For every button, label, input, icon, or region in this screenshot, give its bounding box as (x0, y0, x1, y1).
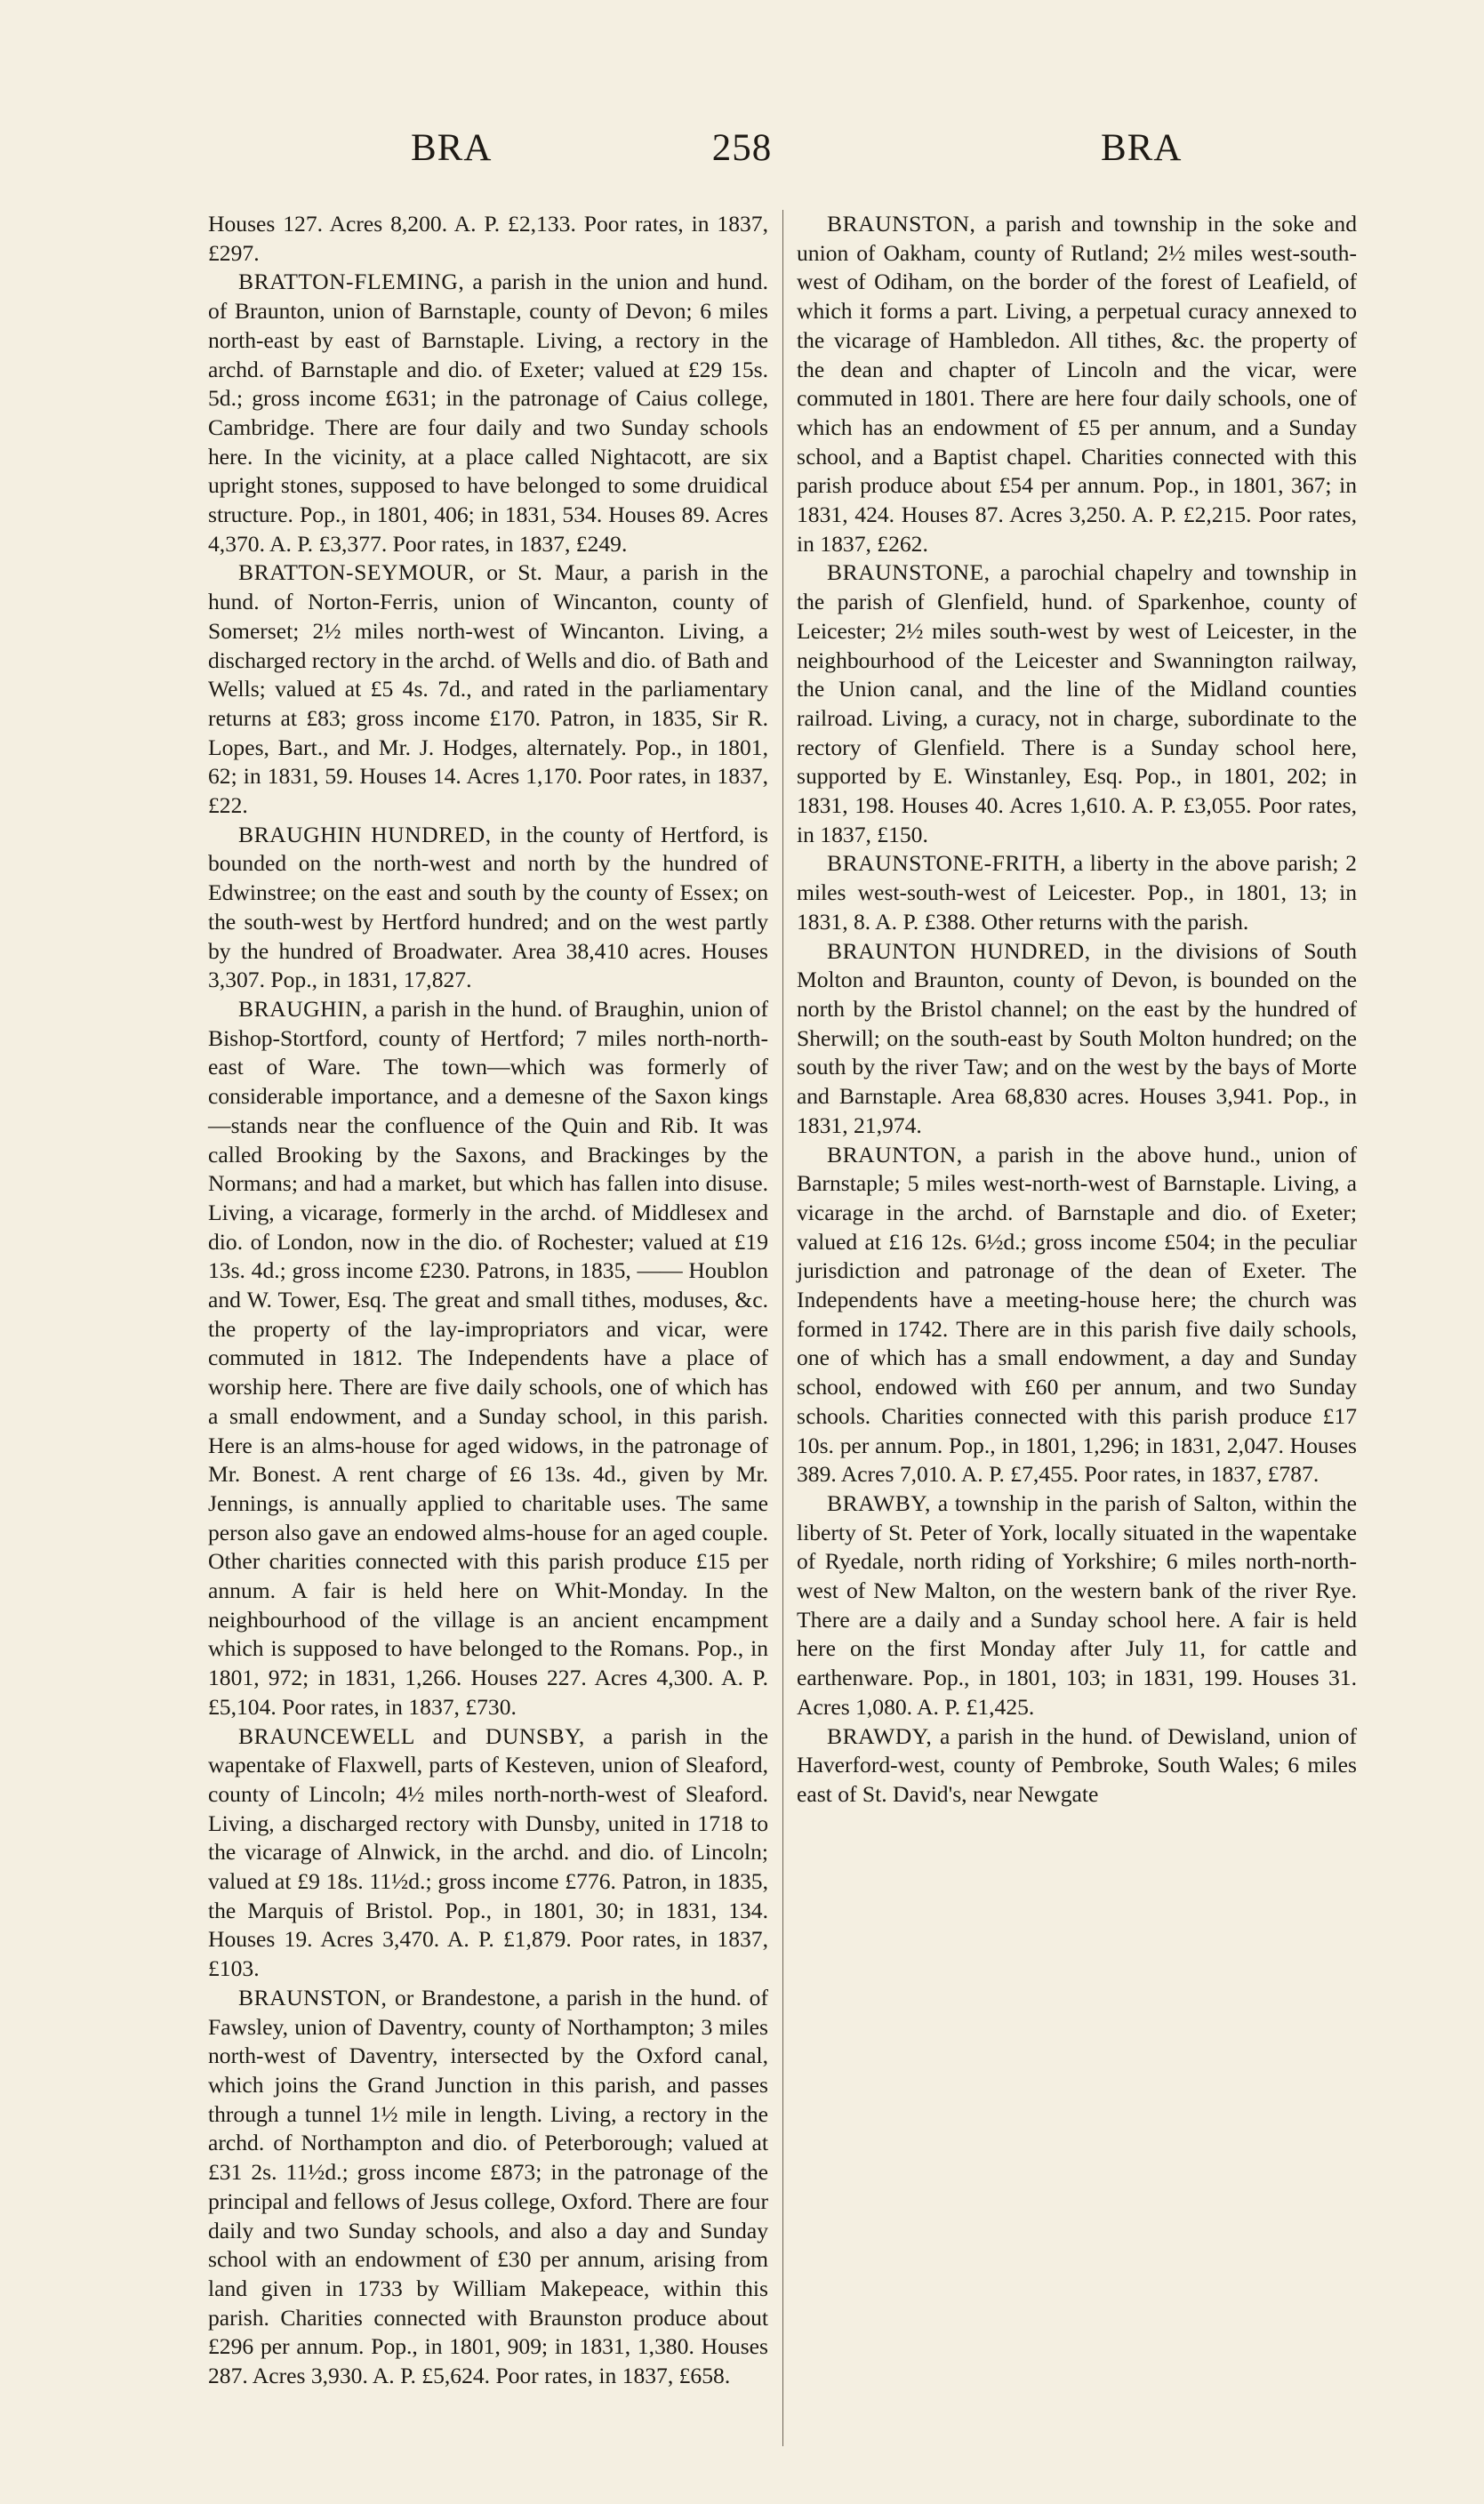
entry-headword: BRAUGHIN, (238, 995, 368, 1022)
entry-headword: BRAUNSTON, (827, 211, 976, 237)
header-left-guide-word: BRA (411, 127, 493, 169)
entry-text: a liberty in the above parish; 2 miles west-south-west of Leicester. Pop., in 1801, 13; in 1831, 8. A. P. £388. Other returns with the parish. (797, 850, 1357, 935)
entry (797, 1722, 1357, 1810)
page-number: 258 (711, 127, 773, 169)
column-divider (782, 210, 783, 2446)
entry-headword: BRAUNTON, (827, 1141, 963, 1168)
right-column (797, 210, 1357, 1810)
entry (208, 268, 768, 558)
entry-text: a parish in the hund. of Braughin, union of Bishop-Stortford, county of Hertford; 7 miles north-north-east of Ware. The town—which was formerly of considerable importance, and a demesne of the Saxon kings—stands near the confluence of the Quin and Rib. It was called Brooking by the Saxons, and Brackinges by the Normans; and had a market, but which has fallen into disuse. Living, a vicarage, formerly in the archd. of Middlesex and dio. of London, now in the dio. of Rochester; valued at £19 13s. 4d.; gross income £230. Patrons, in 1835, —— Houblon and W. Tower, Esq. The great and small tithes, moduses, &c. the property of the lay-impropriators and vicar, were commuted in 1812. The Independents have a place of worship here. There are five daily schools, one of which has a small endowment, and a Sunday school, in this parish. Here is an alms-house for aged widows, in the patronage of Mr. Bonest. A rent charge of £6 13s. 4d., given by Mr. Jennings, is annually applied to charitable uses. The same person also gave an endowed alms-house for an aged couple. Other charities connected with this parish produce £15 per annum. A fair is held here on Whit-Monday. In the neighbourhood of the village is an ancient encampment which is supposed to have belonged to the Romans. Pop., in 1801, 972; in 1831, 1,266. Houses 227. Acres 4,300. A. P. £5,104. Poor rates, in 1837, £730. (208, 995, 768, 1720)
running-header (0, 126, 1484, 180)
entry-headword: BRAUNSTON, (238, 1984, 388, 2010)
entry-headword: BRAWDY, (827, 1722, 933, 1749)
entry (208, 210, 768, 268)
entry-headword: BRATTON-SEYMOUR, (238, 559, 475, 586)
entry-text: a parish in the wapentake of Flaxwell, parts of Kesteven, union of Sleaford, county of Lincoln; 4½ miles north-north-west of Sleaford. Living, a discharged rectory with Dunsby, united in 1718 to the vicarage of Alnwick, in the archd. and dio. of Lincoln; valued at £9 18s. 11½d.; gross income £776. Patron, in 1835, the Marquis of Bristol. Pop., in 1801, 30; in 1831, 134. Houses 19. Acres 3,470. A. P. £1,879. Poor rates, in 1837, £103. (208, 1722, 768, 1982)
entry (797, 1141, 1357, 1489)
entry (208, 995, 768, 1722)
entry-headword: BRAUNSTONE-FRITH, (827, 850, 1066, 877)
entry (208, 558, 768, 820)
entry (208, 1722, 768, 1984)
entry-text: in the county of Hertford, is bounded on the north-west and north by the hundred of Edwinstree; on the east and south by the county of Essex; on the south-west by Hertford hundred; and on the west partly by the hundred of Broadwater. Area 38,410 acres. Houses 3,307. Pop., in 1831, 17,827. (208, 821, 768, 993)
entry-headword: BRAUNTON HUNDRED, (827, 937, 1091, 964)
entry-headword: BRAUNCEWELL and DUNSBY, (238, 1722, 585, 1749)
entry-text: or St. Maur, a parish in the hund. of Norton-Ferris, union of Wincanton, county of Somerset; 2½ miles north-west of Wincanton. Living, a discharged rectory in the archd. of Wells and dio. of Bath and Wells; valued at £5 4s. 7d., and rated in the parliamentary returns at £83; gross income £170. Patron, in 1835, Sir R. Lopes, Bart., and Mr. J. Hodges, alternately. Pop., in 1801, 62; in 1831, 59. Houses 14. Acres 1,170. Poor rates, in 1837, £22. (208, 559, 768, 819)
entry-text: or Brandestone, a parish in the hund. of Fawsley, union of Daventry, county of Northampton; 3 miles north-west of Daventry, intersected by the Oxford canal, which joins the Grand Junction in this parish, and passes through a tunnel 1½ mile in length. Living, a rectory in the archd. of Northampton and dio. of Peterborough; valued at £31 2s. 11½d.; gross income £873; in the patronage of the principal and fellows of Jesus college, Oxford. There are four daily and two Sunday schools, and also a day and Sunday school with an endowment of £30 per annum, arising from land given in 1733 by William Makepeace, within this parish. Charities connected with Braunston produce about £296 per annum. Pop., in 1801, 909; in 1831, 1,380. Houses 287. Acres 3,930. A. P. £5,624. Poor rates, in 1837, £658. (208, 1984, 768, 2389)
entry-text: a parish in the hund. of Dewisland, union of Haverford-west, county of Pembroke, South Wales; 6 miles east of St. David's, near Newgate (797, 1722, 1357, 1807)
entry-text: a parochial chapelry and township in the parish of Glenfield, hund. of Sparkenhoe, county of Leicester; 2½ miles south-west by west of Leicester, in the neighbourhood of the Leicester and Swannington railway, the Union canal, and the line of the Midland counties railroad. Living, a curacy, not in charge, subordinate to the rectory of Glenfield. There is a Sunday school here, supported by E. Winstanley, Esq. Pop., in 1801, 202; in 1831, 198. Houses 40. Acres 1,610. A. P. £3,055. Poor rates, in 1837, £150. (797, 559, 1357, 847)
left-column (208, 210, 768, 2391)
entry-text: a parish in the union and hund. of Braunton, union of Barnstaple, county of Devon; 6 miles north-east by east of Barnstaple. Living, a rectory in the archd. of Barnstaple and dio. of Exeter; valued at £29 15s. 5d.; gross income £631; in the patronage of Caius college, Cambridge. There are four daily and two Sunday schools here. In the vicinity, at a place called Nightacott, are six upright stones, supposed to have belonged to some druidical structure. Pop., in 1801, 406; in 1831, 534. Houses 89. Acres 4,370. A. P. £3,377. Poor rates, in 1837, £249. (208, 269, 768, 557)
entry-text: a township in the parish of Salton, within the liberty of St. Peter of York, locally situated in the wapentake of Ryedale, north riding of Yorkshire; 6 miles north-north-west of New Malton, on the western bank of the river Rye. There are a daily and a Sunday school here. A fair is held here on the first Monday after July 11, for cattle and earthenware. Pop., in 1801, 103; in 1831, 199. Houses 31. Acres 1,080. A. P. £1,425. (797, 1489, 1357, 1720)
entry (797, 558, 1357, 849)
entry-text: a parish and township in the soke and union of Oakham, county of Rutland; 2½ miles west-south-west of Odiham, on the border of the forest of Leafield, of which it forms a part. Living, a perpetual curacy annexed to the vicarage of Hambledon. All tithes, &c. the property of the dean and chapter of Lincoln and the vicar, were commuted in 1801. There are here four daily schools, one of which has an endowment of £5 per annum, and a Sunday school, and a Baptist chapel. Charities connected with this parish produce about £54 per annum. Pop., in 1801, 367; in 1831, 424. Houses 87. Acres 3,250. A. P. £2,215. Poor rates, in 1837, £262. (797, 211, 1357, 557)
entry-headword: BRAUGHIN HUNDRED, (238, 821, 492, 847)
entry (797, 210, 1357, 558)
entry-headword: BRAWBY, (827, 1489, 931, 1516)
entry (208, 821, 768, 995)
header-right-guide-word: BRA (1101, 127, 1183, 169)
entry-headword: BRAUNSTONE, (827, 559, 991, 586)
entry-text: Houses 127. Acres 8,200. A. P. £2,133. Poor rates, in 1837, £297. (208, 211, 768, 266)
entry-text: in the divisions of South Molton and Braunton, county of Devon, is bounded on the north by the Bristol channel; on the east by the hundred of Sherwill; on the south-east by South Molton hundred; on the south by the river Taw; and on the west by the bays of Morte and Barnstaple. Area 68,830 acres. Houses 3,941. Pop., in 1831, 21,974. (797, 937, 1358, 1138)
entry (797, 1489, 1357, 1722)
entry-text: a parish in the above hund., union of Barnstaple; 5 miles west-north-west of Barnstaple. Living, a vicarage in the archd. of Barnstaple and dio. of Exeter; valued at £16 12s. 6½d.; gross income £504; in the peculiar jurisdiction and patronage of the dean of Exeter. The Independents have a meeting-house here; the church was formed in 1742. There are in this parish five daily schools, one of which has a small endowment, a day and Sunday school, endowed with £60 per annum, and two Sunday schools. Charities connected with this parish produce £17 10s. per annum. Pop., in 1801, 1,296; in 1831, 2,047. Houses 389. Acres 7,010. A. P. £7,455. Poor rates, in 1837, £787. (797, 1141, 1357, 1488)
entry (797, 849, 1357, 936)
entry-headword: BRATTON-FLEMING, (238, 269, 465, 295)
entry (797, 937, 1357, 1141)
entry (208, 1984, 768, 2391)
